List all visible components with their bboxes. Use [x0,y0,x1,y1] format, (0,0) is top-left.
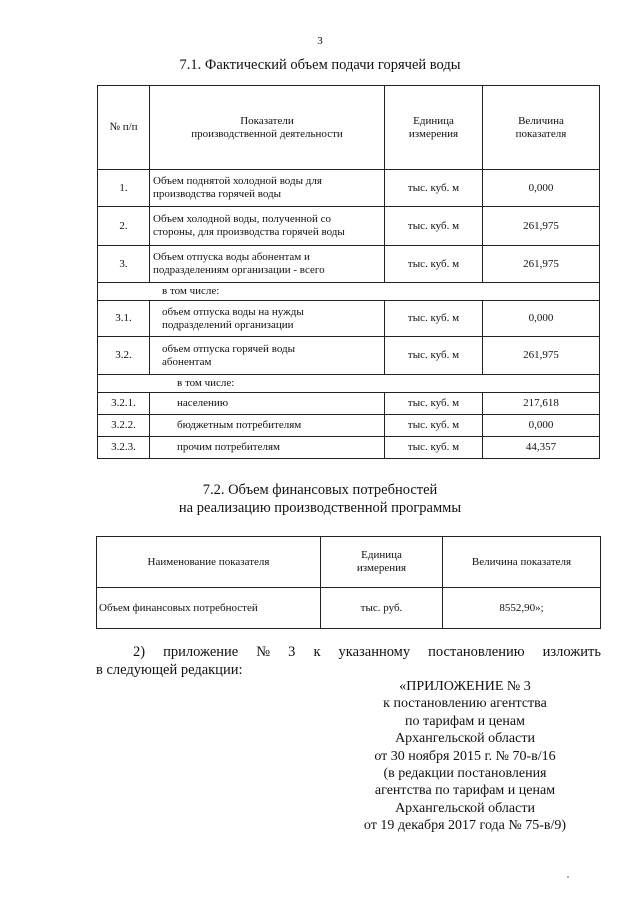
table-row [98,393,600,415]
row-value: 8552,90»; [443,588,601,629]
paragraph-line2: в следующей редакции: [96,662,243,678]
row-name: Объем финансовых потребностей [97,588,321,629]
row-num: 3.1. [98,301,150,337]
row-indicator-line2: стороны, для производства горячей воды [153,226,345,238]
paragraph-word: 2) [133,644,146,660]
row-num: 3.2.2. [98,415,150,437]
note-text: в том числе: [150,283,385,301]
row-indicator-line2: подразделениям организации - всего [153,264,325,276]
row-num: 1. [98,170,150,207]
hot-water-volume-table [97,85,600,459]
header-num: № п/п [98,86,150,170]
row-indicator-line2: подразделений организации [162,318,294,331]
row-indicator [150,301,385,337]
financial-needs-table [96,536,601,629]
subtotal-note-row [98,375,600,393]
row-indicator: бюджетным потребителям [150,415,385,437]
row-indicator: прочим потребителям [150,437,385,459]
header-name: Наименование показателя [97,537,321,588]
paragraph-word: указанному [338,644,411,660]
table-header-row [98,86,600,170]
section-7-1-title: 7.1. Фактический объем подачи горячей воды [179,57,461,73]
header-unit-line1: Единица [413,114,454,127]
table-row [97,588,601,629]
paragraph-word: приложение [163,644,239,660]
row-num: 2. [98,207,150,246]
appendix-line: (в редакции постановления [383,766,547,782]
appendix-line: Архангельской области [395,731,535,747]
header-unit [385,86,483,170]
appendix-line: к постановлению агентства [383,696,547,712]
row-indicator-line2: производства горячей воды [153,188,282,200]
appendix-line: Архангельской области [395,800,535,816]
table-row [98,437,600,459]
row-indicator [150,337,385,375]
row-indicator [150,170,385,207]
row-value: 0,000 [483,415,600,437]
row-value: 44,357 [483,437,600,459]
row-unit: тыс. куб. м [385,415,483,437]
appendix-line: по тарифам и ценам [405,713,525,729]
row-indicator: населению [150,393,385,415]
row-num: 3.2.3. [98,437,150,459]
table-row [98,207,600,246]
row-indicator-line1: Объем поднятой холодной воды для [153,175,322,187]
paragraph-word: постановлению [428,644,525,660]
header-value [483,86,600,170]
row-unit: тыс. куб. м [385,170,483,207]
note-text: в том числе: [150,375,385,393]
row-indicator [150,207,385,246]
appendix-line: агентства по тарифам и ценам [374,783,556,799]
header-value-line2: показателя [515,127,567,140]
row-indicator-line1: Объем отпуска воды абонентам и [153,251,310,263]
table-row [98,301,600,337]
row-unit: тыс. руб. [321,588,443,629]
row-indicator-line2: абонентам [162,355,212,368]
table-header-row [97,537,601,588]
appendix-line: от 30 ноября 2015 г. № 70-в/16 [374,748,556,764]
paragraph-word: № [256,644,271,660]
table-row [98,415,600,437]
row-value: 261,975 [483,337,600,375]
section-7-2-title-line2: на реализацию производственной программы [178,500,462,516]
paragraph-word: к [313,644,321,660]
body-paragraph [96,643,601,679]
appendix-line: «ПРИЛОЖЕНИЕ № 3 [399,679,531,694]
page-number: 3 [317,35,323,47]
row-indicator-line1: объем отпуска горячей воды [162,342,295,355]
subtotal-note-row [98,283,600,301]
paragraph-line1 [96,643,601,661]
table-row [98,246,600,283]
row-unit: тыс. куб. м [385,337,483,375]
row-unit: тыс. куб. м [385,437,483,459]
table-row [98,337,600,375]
row-indicator-line1: Объем холодной воды, полученной со [153,213,332,225]
header-value-line1: Величина [518,114,564,127]
row-unit: тыс. куб. м [385,301,483,337]
row-unit: тыс. куб. м [385,393,483,415]
appendix-line: от 19 декабря 2017 года № 75-в/9) [363,818,567,834]
section-7-2-title-line1: 7.2. Объем финансовых потребностей [202,482,438,498]
scan-speck [567,876,569,878]
header-unit-line1: Единица [361,549,402,561]
row-num: 3. [98,246,150,283]
header-unit-line2: измерения [356,562,407,574]
row-indicator [150,246,385,283]
row-value: 217,618 [483,393,600,415]
row-unit: тыс. куб. м [385,246,483,283]
row-value: 0,000 [483,301,600,337]
appendix-header [330,678,600,835]
paragraph-word: 3 [288,644,296,660]
table-row [98,170,600,207]
row-num: 3.2. [98,337,150,375]
paragraph-word: изложить [542,644,601,660]
header-indicator [150,86,385,170]
row-num: 3.2.1. [98,393,150,415]
row-value: 261,975 [483,246,600,283]
row-value: 0,000 [483,170,600,207]
row-indicator-line1: объем отпуска воды на нужды [162,305,304,318]
header-unit-line2: измерения [408,127,459,140]
row-value: 261,975 [483,207,600,246]
row-unit: тыс. куб. м [385,207,483,246]
header-value: Величина показателя [443,537,601,588]
header-indicator-line1: Показатели [240,114,294,127]
header-unit [321,537,443,588]
header-indicator-line2: производственной деятельности [191,127,343,140]
